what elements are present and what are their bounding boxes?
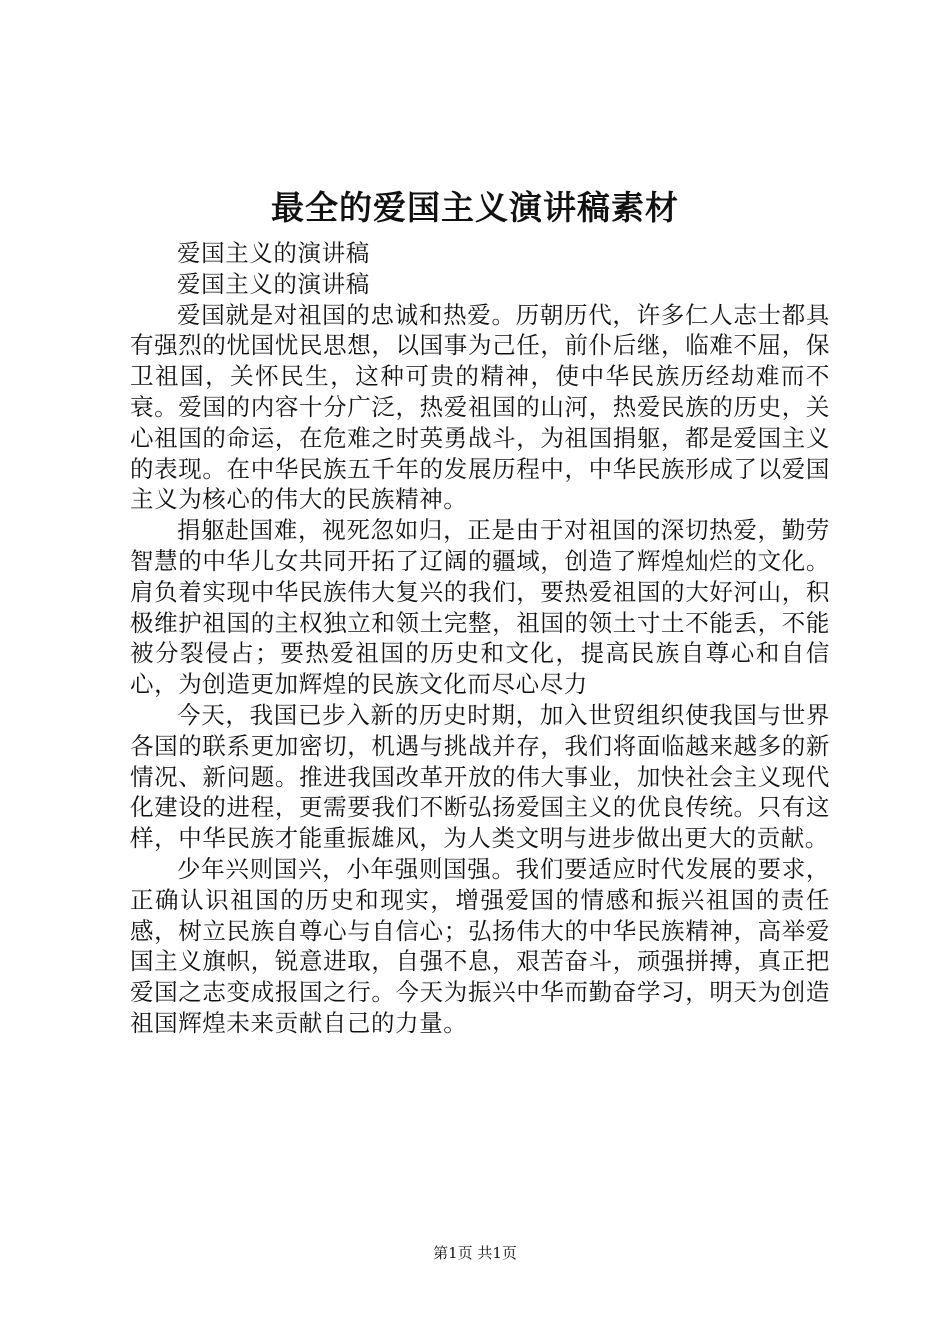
subheading: 爱国主义的演讲稿: [177, 269, 370, 298]
body-paragraph: 少年兴则国兴，小年强则国强。我们要适应时代发展的要求，正确认识祖国的历史和现实，增强爱国的情感和振兴祖国的责任感，树立民族自尊心与自信心；弘扬伟大的中华民族精神，高举爱国主义旗帜，锐意进取，自强不息，艰苦奋斗，顽强拼搏，真正把爱国之志变成报国之行。今天为振兴中华而勤奋学习，明天为创造祖国辉煌未来贡献自己的力量。: [130, 854, 830, 1037]
page-number-footer: 第1页 共1页: [433, 1244, 517, 1262]
body-paragraph: 爱国就是对祖国的忠诚和热爱。历朝历代，许多仁人志士都具有强烈的忧国忧民思想，以国事为己任，前仆后继，临难不屈，保卫祖国，关怀民生，这种可贵的精神，使中华民族历经劫难而不衰。爱国的内容十分广泛，热爱祖国的山河，热爱民族的历史，关心祖国的命运，在危难之时英勇战斗，为祖国捐躯，都是爱国主义的表现。在中华民族五千年的发展历程中，中华民族形成了以爱国主义为核心的伟大的民族精神。: [130, 300, 830, 514]
document-title: 最全的爱国主义演讲稿素材: [271, 188, 679, 227]
subheading: 爱国主义的演讲稿: [177, 239, 370, 267]
body-paragraph: 今天，我国已步入新的历史时期，加入世贸组织使我国与世界各国的联系更加密切，机遇与挑战并存，我们将面临越来越多的新情况、新问题。推进我国改革开放的伟大事业，加快社会主义现代化建设的进程，更需要我们不断弘扬爱国主义的优良传统。只有这样，中华民族才能重振雄风，为人类文明与进步做出更大的贡献。: [130, 700, 830, 853]
document-body: [130, 238, 830, 1039]
body-paragraph: 捐躯赴国难，视死忽如归，正是由于对祖国的深切热爱，勤劳智慧的中华儿女共同开拓了辽阔的疆域，创造了辉煌灿烂的文化。肩负着实现中华民族伟大复兴的我们，要热爱祖国的大好河山，积极维护祖国的主权独立和领土完整，祖国的领土寸土不能丢，不能被分裂侵占；要热爱祖国的历史和文化，提高民族自尊心和自信心，为创造更加辉煌的民族文化而尽心尽力: [130, 516, 830, 699]
